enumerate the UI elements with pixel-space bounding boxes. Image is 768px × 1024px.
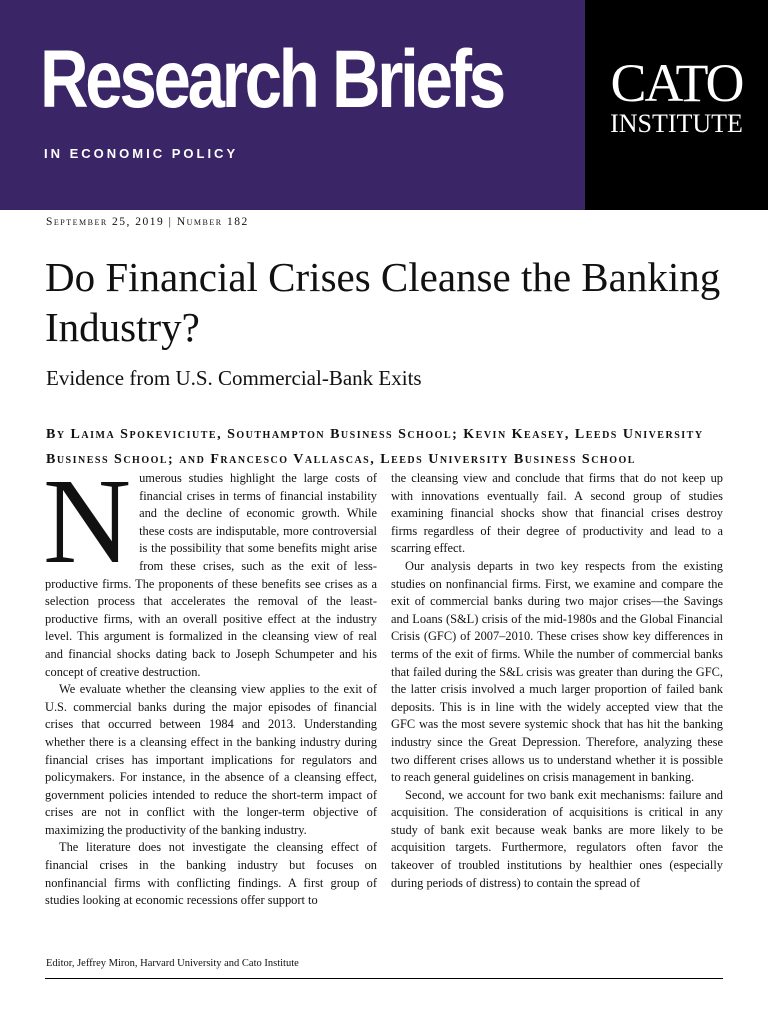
cato-institute-logo — [585, 55, 768, 137]
paragraph: We evaluate whether the cleansing view applies to the exit of U.S. commercial banks during the major episodes of financial crises that occurred between 1984 and 2013. Understanding whether there is a cleansing effect in the banking industry during financial crises has important implications for regulators and policymakers. For instance, in the absence of a cleansing effect, government policies intended to reduce the short-term impact of crises are not in conflict with the longer-term objective of maximizing the productivity of the banking industry. — [45, 682, 377, 837]
editor-credit: Editor, Jeffrey Miron, Harvard University and Cato Institute — [46, 958, 299, 969]
author-byline: By Laima Spokeviciute, Southampton Business School; Kevin Keasey, Leeds University Business School; and Francesco Vallascas, Leeds University Business School — [46, 427, 704, 467]
paragraph: Numerous studies highlight the large costs of financial crises in terms of financial instability and the decline of economic growth. While these costs are indisputable, more controversial is the possibility that some benefits might arise from these crises, such as the exit of less-productive firms. The proponents of these benefits see crises as a selection process that accelerates the removal of the least-productive firms, with an overall positive effect at the industry level. This argument is formalized in the cleansing view of real and financial shocks dating back to Joseph Schumpeter and his concept of creative destruction. — [43, 454, 377, 679]
logo-wordmark: CATO — [610, 53, 743, 113]
article-subtitle: Evidence from U.S. Commercial-Bank Exits — [46, 366, 422, 390]
footer-divider — [45, 978, 723, 979]
paragraph: The literature does not investigate the cleansing effect of financial crises in the banking industry but focuses on nonfinancial firms with conflicting findings. A first group of studies looking at economic recessions offer support to — [45, 840, 377, 908]
paragraph: Our analysis departs in two key respects from the existing studies on nonfinancial firms. First, we examine and compare the exit of commercial banks during two major crises—the Savings and Loans (S&L) crisis of the mid-1980s and the Global Financial Crisis (GFC) of 2007–2010. These crises show key differences in terms of the exit of firms. While the number of commercial banks that failed during the S&L crisis was greater than during the GFC, the latter crisis involved a much larger proportion of failed bank deposits. This is in line with the widely accepted view that the GFC was the most severe systemic shock that has hit the banking industry since the Great Depression. Therefore, analyzing these two different crises allows us to understand whether it is possible to reach general guidelines on crisis management in banking. — [391, 558, 723, 785]
body-column-left — [43, 454, 377, 910]
publication-title: Research Briefs — [40, 34, 503, 125]
issue-dateline: September 25, 2019 | Number 182 — [46, 216, 249, 228]
drop-cap: N — [43, 454, 132, 589]
body-column-right — [391, 470, 723, 892]
paragraph: Second, we account for two bank exit mechanisms: failure and acquisition. The consideration of acquisitions is critical in any study of bank exit because weak banks are more likely to be acquisition targets. Furthermore, regulators often favor the takeover of troubled institutions by healthier ones (especially during periods of distress) to contain the spread of — [391, 787, 723, 890]
publication-subtitle: IN ECONOMIC POLICY — [44, 146, 239, 161]
article-title: Do Financial Crises Cleanse the Banking Industry? — [45, 254, 721, 350]
paragraph: the cleansing view and conclude that firms that do not keep up with innovations eventually fail. A second group of studies examining financial shocks show that financial crises destroy firms regardless of their degree of productivity and lead to a scarring effect. — [391, 471, 723, 556]
logo-subtext: INSTITUTE — [610, 109, 743, 138]
masthead-header — [0, 0, 768, 210]
